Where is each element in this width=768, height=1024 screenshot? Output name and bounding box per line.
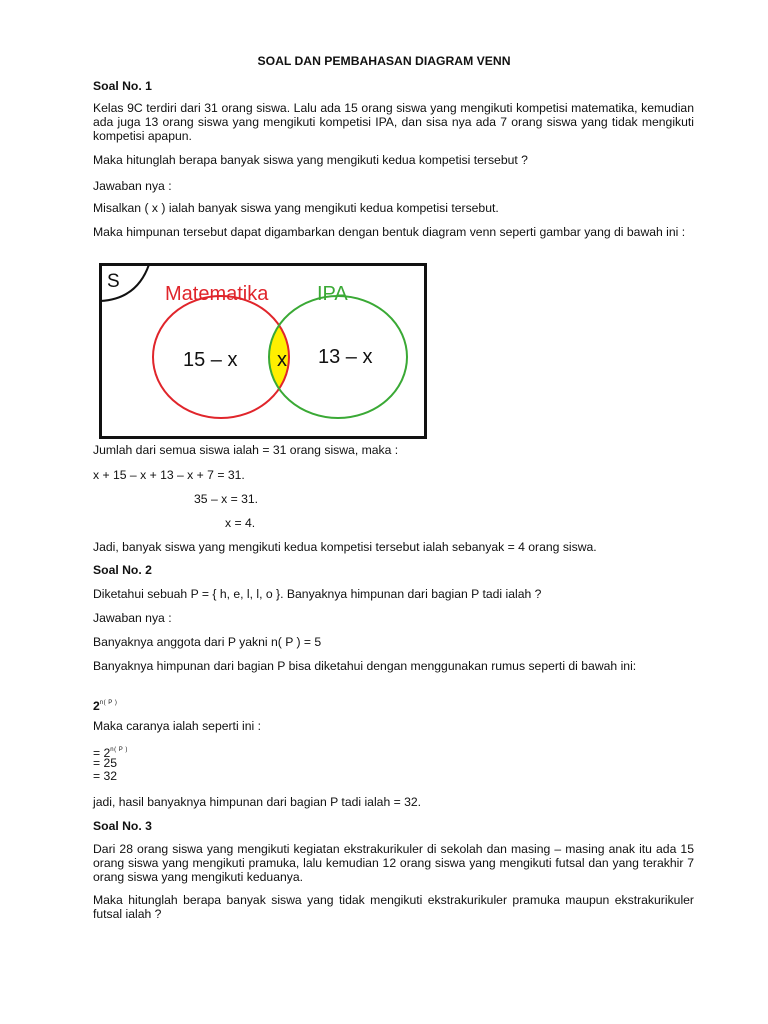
soal2-step2: Banyaknya himpunan dari bagian P bisa diketahui dengan menggunakan rumus seperti di bawah ini: bbox=[93, 659, 637, 673]
universe-label: S bbox=[107, 271, 120, 292]
soal2-formula bbox=[93, 696, 694, 713]
soal1-problem: Kelas 9C terdiri dari 31 orang siswa. Lalu ada 15 orang siswa yang mengikuti kompetisi matematika, kemudian ada juga 13 orang siswa yang mengikuti kompetisi IPA, dan sisa nya ada 7 orang siswa yang tidak mengikuti kompetisi apapun. bbox=[93, 101, 694, 143]
calc1-exponent: n( P ) bbox=[110, 747, 128, 753]
soal1-answer-label: Jawaban nya : bbox=[93, 179, 172, 193]
soal3-problem: Dari 28 orang siswa yang mengikuti kegiatan ekstrakurikuler di sekolah dan masing – masing anak itu ada 15 orang siswa yang mengikuti pramuka, lalu kemudian 12 orang siswa yang mengikuti futsal dan yang terakhir 7 orang siswa yang mengikuti keduanya. bbox=[93, 842, 694, 884]
soal2-step1: Banyaknya anggota dari P yakni n( P ) = 5 bbox=[93, 635, 322, 649]
venn-value-left: 15 – x bbox=[183, 349, 238, 371]
soal2-conclusion: jadi, hasil banyaknya himpunan dari bagian P tadi ialah = 32. bbox=[93, 795, 422, 809]
soal2-step3: Maka caranya ialah seperti ini : bbox=[93, 719, 262, 733]
soal1-question: Maka hitunglah berapa banyak siswa yang mengikuti kedua kompetisi tersebut ? bbox=[93, 153, 528, 167]
soal3-heading: Soal No. 3 bbox=[93, 819, 152, 833]
calc1-prefix: = 2 bbox=[93, 746, 111, 760]
soal2-answer-label: Jawaban nya : bbox=[93, 611, 172, 625]
soal1-eq3: x = 4. bbox=[225, 516, 256, 530]
soal1-step1: Misalkan ( x ) ialah banyak siswa yang mengikuti kedua kompetisi tersebut. bbox=[93, 201, 499, 215]
soal2-heading: Soal No. 2 bbox=[93, 563, 152, 577]
venn-value-right: 13 – x bbox=[318, 346, 373, 368]
soal2-calc2: = 25 bbox=[93, 756, 118, 770]
soal1-conclusion: Jadi, banyak siswa yang mengikuti kedua kompetisi tersebut ialah sebanyak = 4 orang siswa. bbox=[93, 540, 597, 554]
venn-label-ipa: IPA bbox=[317, 283, 348, 305]
soal1-eq2: 35 – x = 31. bbox=[194, 492, 259, 506]
formula-base: 2 bbox=[93, 699, 100, 713]
soal1-total-line: Jumlah dari semua siswa ialah = 31 orang siswa, maka : bbox=[93, 443, 399, 457]
soal2-calc3: = 32 bbox=[93, 769, 118, 783]
formula-exponent: n( P ) bbox=[99, 700, 118, 706]
venn-diagram bbox=[99, 263, 427, 439]
soal1-step2: Maka himpunan tersebut dapat digambarkan dengan bentuk diagram venn seperti gambar yang di bawah ini : bbox=[93, 225, 686, 239]
soal1-heading: Soal No. 1 bbox=[93, 79, 152, 93]
soal2-problem: Diketahui sebuah P = { h, e, l, l, o }. Banyaknya himpunan dari bagian P tadi ialah ? bbox=[93, 587, 542, 601]
soal1-eq1: x + 15 – x + 13 – x + 7 = 31. bbox=[93, 468, 245, 482]
document-title: SOAL DAN PEMBAHASAN DIAGRAM VENN bbox=[257, 54, 511, 68]
soal3-question: Maka hitunglah berapa banyak siswa yang tidak mengikuti ekstrakurikuler pramuka maupun ekstrakurikuler futsal ialah ? bbox=[93, 893, 694, 921]
venn-value-center: x bbox=[277, 349, 287, 371]
venn-label-matematika: Matematika bbox=[165, 283, 269, 305]
